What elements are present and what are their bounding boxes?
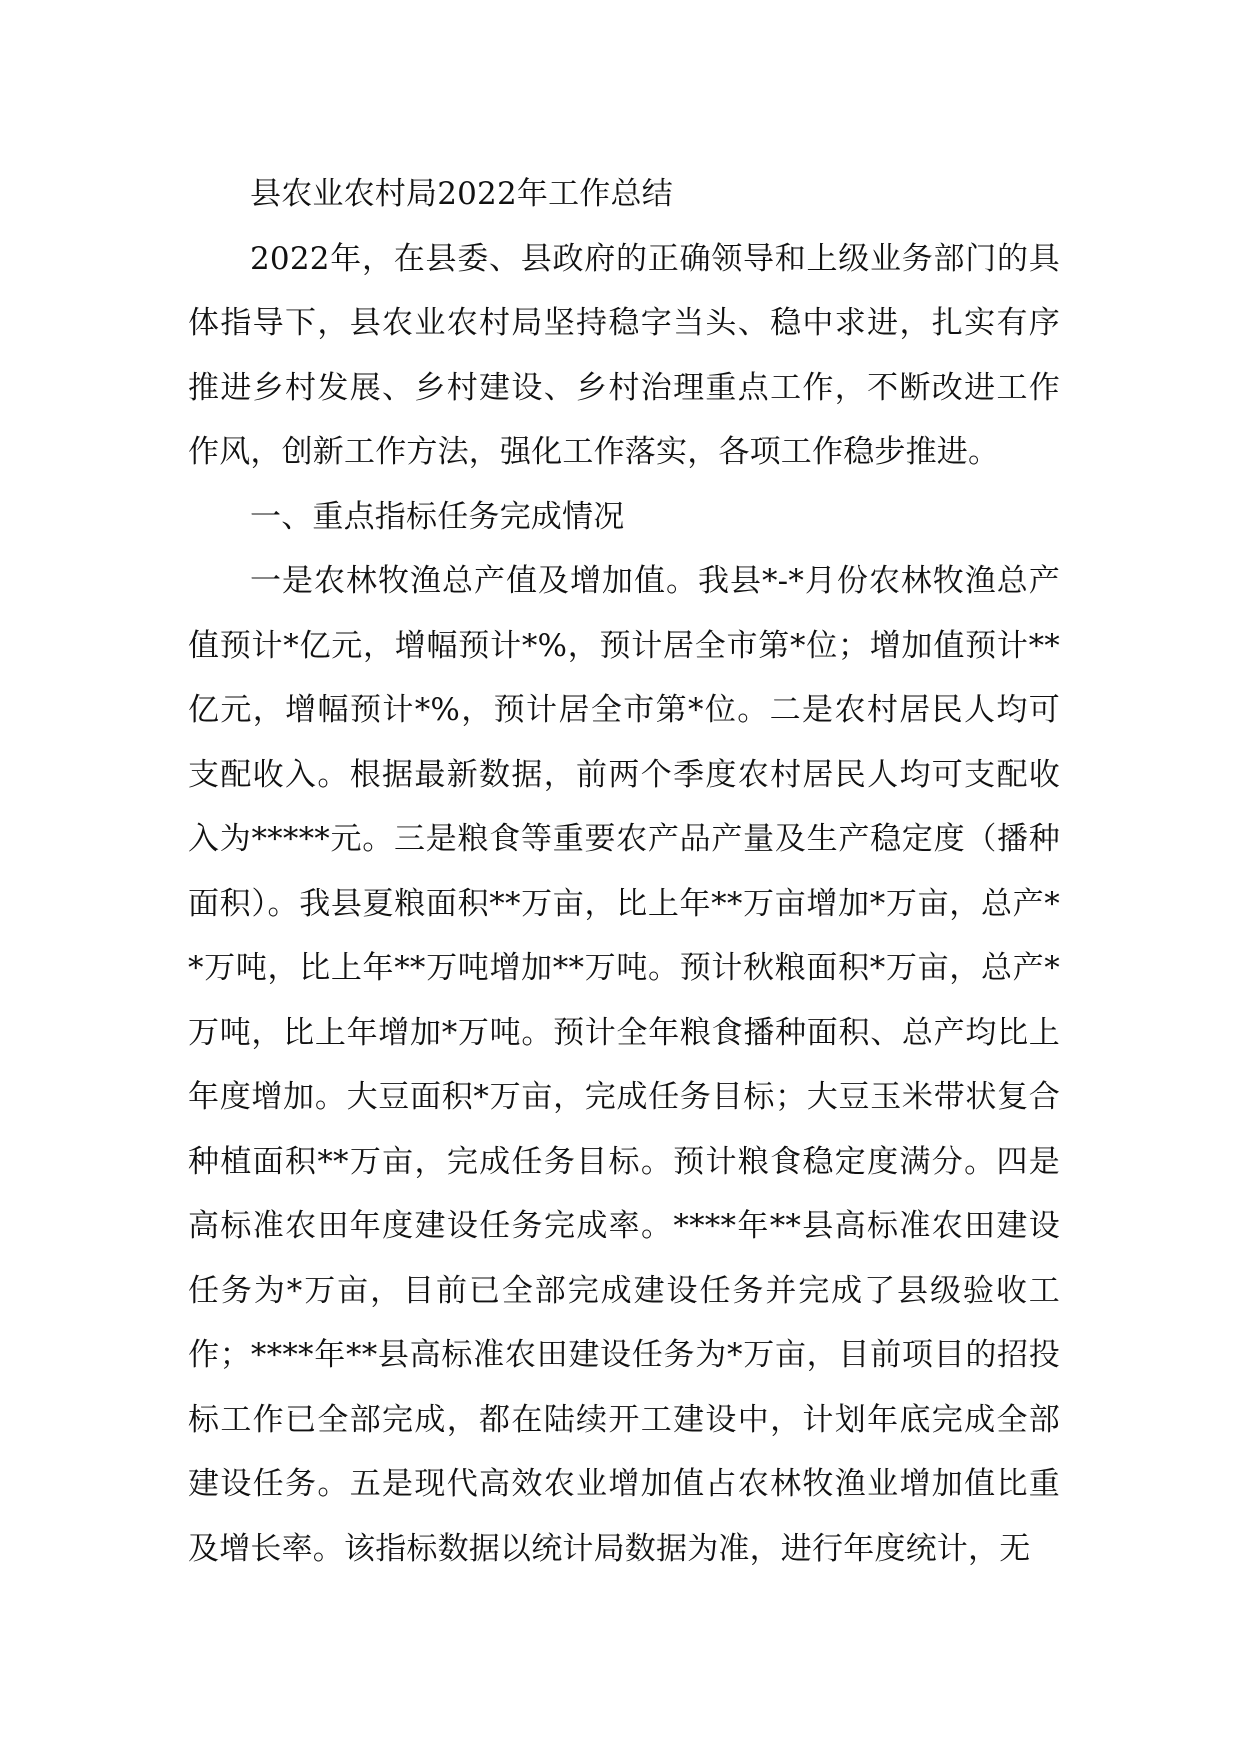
section-heading: 一、重点指标任务完成情况: [250, 498, 625, 535]
document-title: 县农业农村局2022年工作总结: [250, 176, 673, 212]
section-body-paragraph: 一是农林牧渔总产值及增加值。我县*-*月份农林牧渔总产值预计*亿元，增幅预计*%，预计居全市第*位；增加值预计**亿元，增幅预计*%，预计居全市第*位。二是农村居民人均可支配收入。根据最新数据，前两个季度农村居民人均可支配收入为*****元。三是粮食等重要农产品产量及生产稳定度（播种面积）。我县夏粮面积**万亩，比上年**万亩增加*万亩，总产**万吨，比上年**万吨增加**万吨。预计秋粮面积*万亩，总产*万吨，比上年增加*万吨。预计全年粮食播种面积、总产均比上年度增加。大豆面积*万亩，完成任务目标；大豆玉米带状复合种植面积**万亩，完成任务目标。预计粮食稳定度满分。四是高标准农田年度建设任务完成率。****年**县高标准农田建设任务为*万亩，目前已全部完成建设任务并完成了县级验收工作；****年**县高标准农田建设任务为*万亩，目前项目的招投标工作已全部完成，都在陆续开工建设中，计划年底完成全部建设任务。五是现代高效农业增加值占农林牧渔业增加值比重及增长率。该指标数据以统计局数据为准，进行年度统计，无: [188, 563, 1060, 1567]
document-page: [188, 162, 1060, 1581]
intro-paragraph: 2022年，在县委、县政府的正确领导和上级业务部门的具体指导下，县农业农村局坚持稳字当头、稳中求进，扎实有序推进乡村发展、乡村建设、乡村治理重点工作，不断改进工作作风，创新工作方法，强化工作落实，各项工作稳步推进。: [188, 240, 1060, 470]
